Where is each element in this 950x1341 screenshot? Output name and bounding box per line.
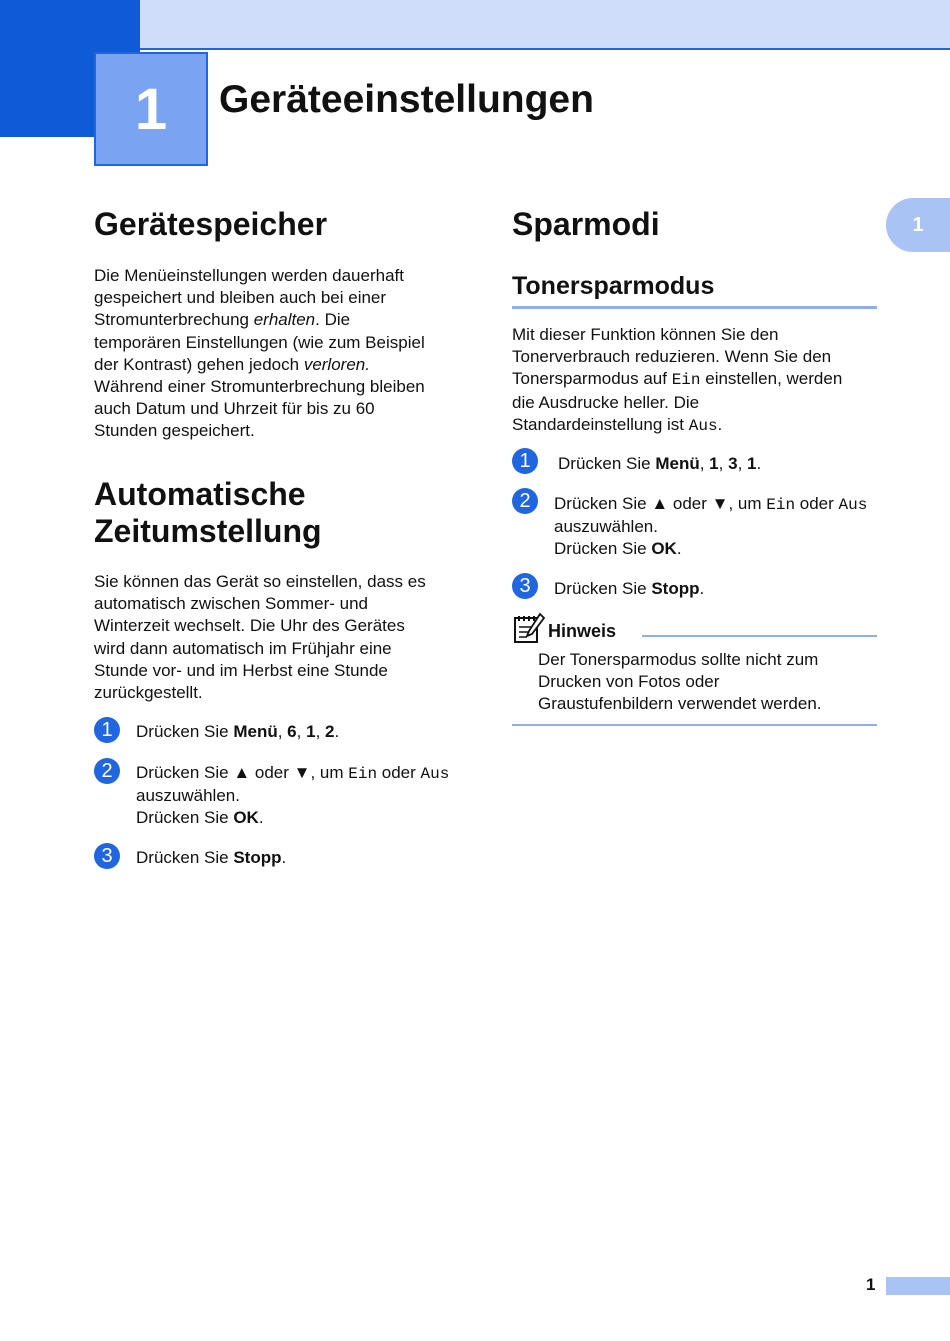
note-bottom-rule [512, 724, 877, 726]
text-line: Winterzeit wechselt. Die Uhr des Gerätes [94, 616, 405, 636]
chapter-side-tab: 1 [886, 198, 950, 252]
key-label: 2 [325, 722, 335, 741]
text-line: Die Menüeinstellungen werden dauerhaft [94, 266, 404, 285]
text-fragment: einstellen, werden [700, 369, 843, 389]
text-fragment: Drücken Sie [554, 579, 652, 598]
text-fragment: Drücken Sie ▲ oder ▼, um [554, 494, 767, 513]
text-line [554, 538, 867, 560]
text-line: Drucken von Fotos oder [538, 672, 720, 692]
text-line [136, 807, 449, 829]
note-pad-icon [512, 612, 546, 646]
text-fragment: oder [795, 494, 839, 513]
text-line: automatisch zwischen Sommer- und [94, 594, 369, 614]
lcd-value: Ein [766, 496, 796, 514]
key-label: Stopp [651, 579, 700, 598]
text-fragment: Drücken Sie [136, 808, 234, 827]
key-label: OK [233, 808, 259, 827]
text-fragment: der Kontrast) gehen jedoch [94, 354, 304, 374]
text-fragment: Tonersparmodus auf [512, 369, 672, 389]
text-line: Mit dieser Funktion können Sie den [512, 325, 779, 344]
key-label: 1 [306, 722, 316, 741]
text-fragment: . [717, 414, 723, 434]
key-label: Stopp [233, 848, 282, 867]
text-line: die Ausdrucke heller. Die [512, 392, 700, 412]
key-label: 1 [709, 454, 719, 473]
step-text: Drücken Sie Menü, 6, 1, 2. [136, 722, 340, 741]
note-label: Hinweis [548, 621, 617, 641]
page-number: 1 [866, 1275, 876, 1294]
lcd-value: Ein [671, 371, 701, 390]
title-line: Zeitumstellung [94, 513, 322, 549]
step-3 [94, 844, 474, 874]
text-line [94, 309, 474, 331]
key-label: 3 [728, 454, 738, 473]
text-line: Graustufenbildern verwendet werden. [538, 694, 822, 714]
lcd-value: Ein [348, 765, 378, 783]
text-line [554, 493, 867, 516]
step-text [136, 762, 449, 829]
footer-tab [886, 1277, 950, 1295]
paragraph-zeitumstellung [94, 571, 474, 704]
text-fragment: Drücken Sie ▲ oder ▼, um [136, 763, 349, 782]
lcd-value: Aus [838, 496, 868, 514]
step-text [554, 493, 867, 560]
paragraph-tonersparmodus [512, 324, 892, 437]
step-3 [512, 574, 892, 604]
chapter-number-box: 1 [94, 52, 208, 166]
key-label: OK [651, 539, 677, 558]
step-number-icon: 2 [512, 488, 538, 514]
text-line [94, 354, 474, 376]
note-rule [642, 635, 877, 637]
subsection-title-tonersparmodus: Tonersparmodus [512, 272, 715, 300]
text-fragment: Drücken Sie [554, 539, 652, 558]
text-fragment: . [676, 539, 682, 558]
step-number-icon: 3 [94, 843, 120, 869]
title-line: Automatische [94, 476, 306, 512]
step-text [136, 847, 286, 869]
text-line: Stunde vor- und im Herbst eine Stunde [94, 660, 388, 680]
text-fragment: Stromunterbrechung [94, 310, 254, 330]
text-line [512, 414, 892, 437]
text-line: auch Datum und Uhrzeit für bis zu 60 [94, 399, 375, 419]
section-title-sparmodi: Sparmodi [512, 206, 660, 242]
text-fragment: Drücken Sie [136, 848, 234, 867]
emphasis-text: verloren. [303, 354, 370, 374]
step-text: Drücken Sie Menü, 1, 3, 1. [558, 454, 762, 473]
step-2 [512, 489, 912, 559]
text-line: Der Tonersparmodus sollte nicht zum [538, 650, 819, 669]
text-line: Tonerverbrauch reduzieren. Wenn Sie den [512, 347, 832, 367]
text-fragment: . [699, 579, 705, 598]
key-label: 1 [747, 454, 757, 473]
step-number-icon: 2 [94, 758, 120, 784]
header-band-light [140, 0, 950, 50]
step-number-icon: 1 [94, 717, 120, 743]
key-label: Menü [233, 722, 278, 741]
subsection-rule [512, 306, 877, 309]
section-title-zeitumstellung [94, 476, 322, 550]
emphasis-text: erhalten [253, 310, 316, 330]
text-line: Stunden gespeichert. [94, 421, 255, 441]
key-label: Menü [655, 454, 700, 473]
text-fragment: Drücken Sie [558, 454, 656, 473]
text-line [512, 368, 892, 391]
lcd-value: Aus [420, 765, 450, 783]
text-fragment: . [258, 808, 264, 827]
text-fragment: Drücken Sie [136, 722, 234, 741]
text-line: auszuwählen. [136, 786, 240, 805]
lcd-value: Aus [688, 416, 718, 435]
step-number-icon: 1 [512, 448, 538, 474]
text-line: auszuwählen. [554, 517, 658, 536]
paragraph-geraetespeicher [94, 265, 474, 443]
text-fragment: . [281, 848, 287, 867]
step-1 [512, 449, 892, 479]
step-number-icon: 3 [512, 573, 538, 599]
key-label: 6 [287, 722, 297, 741]
text-fragment: oder [377, 763, 421, 782]
step-2 [94, 759, 474, 829]
text-fragment: . Die [315, 310, 351, 330]
text-line [136, 762, 449, 785]
section-title-geraetespeicher: Gerätespeicher [94, 206, 328, 242]
text-line: Sie können das Gerät so einstellen, dass es [94, 572, 426, 591]
text-fragment: . [334, 722, 340, 741]
text-line: Während einer Stromunterbrechung bleiben [94, 377, 425, 397]
text-line: temporären Einstellungen (wie zum Beispiel [94, 332, 425, 352]
note-text [538, 649, 878, 716]
step-1 [94, 718, 474, 748]
chapter-title: Geräteeinstellungen [219, 78, 594, 121]
step-text [554, 578, 704, 600]
text-line: wird dann automatisch im Frühjahr eine [94, 638, 392, 658]
text-line: gespeichert und bleiben auch bei einer [94, 288, 387, 308]
note-box [512, 612, 877, 728]
text-fragment: Standardeinstellung ist [512, 414, 689, 434]
text-line: zurückgestellt. [94, 683, 203, 703]
